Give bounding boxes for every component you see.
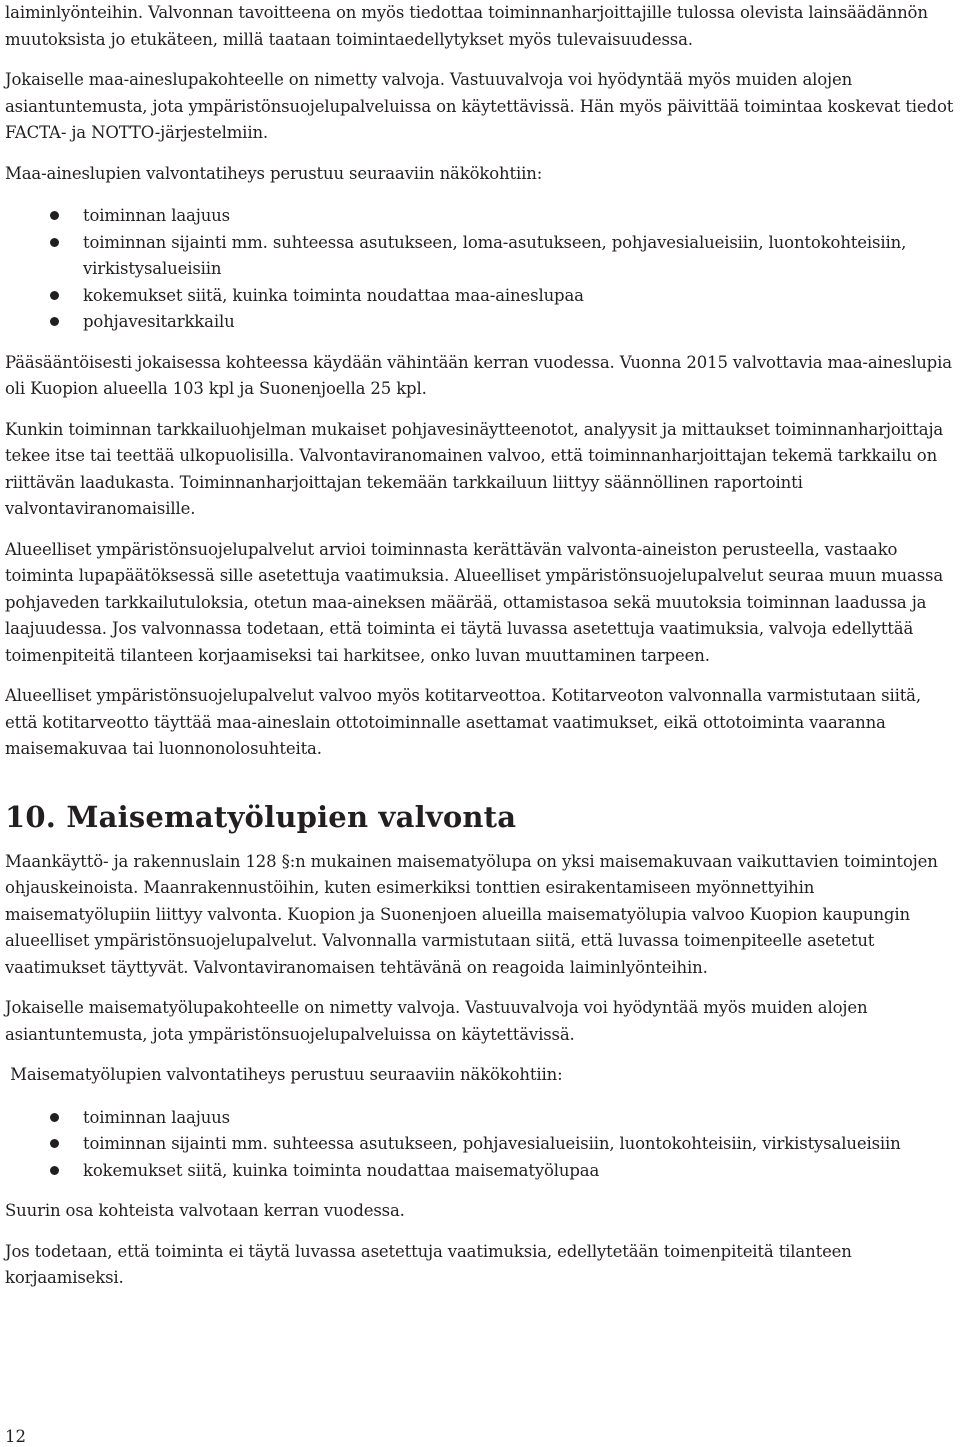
list-item bbox=[5, 1158, 955, 1185]
paragraph: Jokaiselle maisematyölupakohteelle on nimetty valvoja. Vastuuvalvoja voi hyödyntää myös muiden alojen asiantuntemusta, jota ympäristönsuojelupalveluissa on käytettävissä. bbox=[5, 998, 868, 1044]
bullet-icon bbox=[50, 211, 59, 220]
bullet-icon bbox=[50, 1166, 59, 1175]
paragraph: Pääsääntöisesti jokaisessa kohteessa käydään vähintään kerran vuodessa. Vuonna 2015 valvottavia maa-aineslupia oli Kuopion alueella 103 kpl ja Suonenjoella 25 kpl. bbox=[5, 352, 952, 398]
bullet-list bbox=[5, 203, 955, 336]
bullet-icon bbox=[50, 317, 59, 326]
bullet-list bbox=[5, 1105, 955, 1185]
section-heading: 10. Maisematyölupien valvonta bbox=[5, 799, 517, 834]
paragraph: Kunkin toiminnan tarkkailuohjelman mukaiset pohjavesinäytteenotot, analyysit ja mittaukset toiminnanharjoittaja tekee itse tai teettää ulkopuolisilla. Valvontaviranomainen valvoo, että toiminnanharjoittajan tekemä tarkkailu on riittävän laadukasta. Toiminnanharjoittajan tekemään tarkkailuun liittyy säännöllinen raportointi valvontaviranomaisille. bbox=[5, 419, 944, 518]
paragraph: Jokaiselle maa-aineslupakohteelle on nimetty valvoja. Vastuuvalvoja voi hyödyntää myös muiden alojen asiantuntemusta, jota ympäristönsuojelupalveluissa on käytettävissä. Hän myös päivittää toimintaa koskevat tiedot FACTA- ja NOTTO-järjestelmiin. bbox=[5, 70, 954, 142]
list-item-text: toiminnan sijainti mm. suhteessa asutukseen, pohjavesialueisiin, luontokohteisiin, virkistysalueisiin bbox=[83, 1134, 901, 1153]
page-number: 12 bbox=[5, 1427, 26, 1446]
list-item bbox=[5, 283, 955, 310]
list-item-text: kokemukset siitä, kuinka toiminta noudattaa maisematyölupaa bbox=[83, 1160, 600, 1180]
bullet-icon bbox=[50, 1139, 59, 1148]
list-item bbox=[5, 1105, 955, 1132]
list-item-text: pohjavesitarkkailu bbox=[83, 312, 235, 331]
bullet-icon bbox=[50, 238, 59, 247]
paragraph: Maa-aineslupien valvontatiheys perustuu seuraaviin näkökohtiin: bbox=[5, 163, 543, 183]
paragraph: Alueelliset ympäristönsuojelupalvelut arvioi toiminnasta kerättävän valvonta-aineiston perusteella, vastaako toiminta lupapäätöksessä sille asetettuja vaatimuksia. Alueelliset ympäristönsuojelupalvelut seuraa muun muassa pohjaveden tarkkailutuloksia, otetun maa-aineksen määrää, ottamistasoa sekä muutoksia toiminnan laadussa ja laajuudessa. Jos valvonnassa todetaan, että toiminta ei täytä luvassa asetettuja vaatimuksia, valvoja edellyttää toimenpiteitä tilanteen korjaamiseksi tai harkitsee, onko luvan muuttaminen tarpeen. bbox=[5, 539, 944, 665]
list-item-text: kokemukset siitä, kuinka toiminta noudattaa maa-aineslupaa bbox=[83, 285, 584, 305]
paragraph: Suurin osa kohteista valvotaan kerran vuodessa. bbox=[5, 1201, 405, 1220]
list-item bbox=[5, 309, 955, 336]
document-page bbox=[5, 0, 955, 1292]
list-item bbox=[5, 1131, 955, 1158]
list-item-text: toiminnan laajuus bbox=[83, 1107, 230, 1127]
paragraph: Maisematyölupien valvontatiheys perustuu seuraaviin näkökohtiin: bbox=[5, 1065, 563, 1084]
list-item bbox=[5, 230, 955, 283]
list-item bbox=[5, 203, 955, 230]
bullet-icon bbox=[50, 291, 59, 300]
list-item-text: toiminnan laajuus bbox=[83, 206, 230, 225]
paragraph: Jos todetaan, että toiminta ei täytä luvassa asetettuja vaatimuksia, edellytetään toimenpiteitä tilanteen korjaamiseksi. bbox=[5, 1241, 852, 1287]
list-item-text: toiminnan sijainti mm. suhteessa asutukseen, loma-asutukseen, pohjavesialueisiin, luontokohteisiin, virkistysalueisiin bbox=[83, 232, 907, 278]
paragraph: Alueelliset ympäristönsuojelupalvelut valvoo myös kotitarveottoa. Kotitarveoton valvonnalla varmistutaan siitä, että kotitarveotto täyttää maa-aineslain ottotoiminnalle asettamat vaatimukset, eikä ottotoiminta vaaranna maisemakuvaa tai luonnonolosuhteita. bbox=[5, 686, 921, 758]
paragraph: laiminlyönteihin. Valvonnan tavoitteena on myös tiedottaa toiminnanharjoittajille tulossa olevista lainsäädännön muutoksista jo etukäteen, millä taataan toimintaedellytykset myös tulevaisuudessa. bbox=[5, 3, 928, 49]
bullet-icon bbox=[50, 1113, 59, 1122]
paragraph: Maankäyttö- ja rakennuslain 128 §:n mukainen maisematyölupa on yksi maisemakuvaan vaikuttavien toimintojen ohjauskeinoista. Maanrakennustöihin, kuten esimerkiksi tonttien esirakentamiseen myönnettyihin maisematyölupiin liittyy valvonta. Kuopion ja Suonenjoen alueilla maisematyölupia valvoo Kuopion kaupungin alueelliset ympäristönsuojelupalvelut. Valvonnalla varmistutaan siitä, että luvassa toimenpiteelle asetetut vaatimukset täyttyvät. Valvontaviranomaisen tehtävänä on reagoida laiminlyönteihin. bbox=[5, 851, 938, 977]
